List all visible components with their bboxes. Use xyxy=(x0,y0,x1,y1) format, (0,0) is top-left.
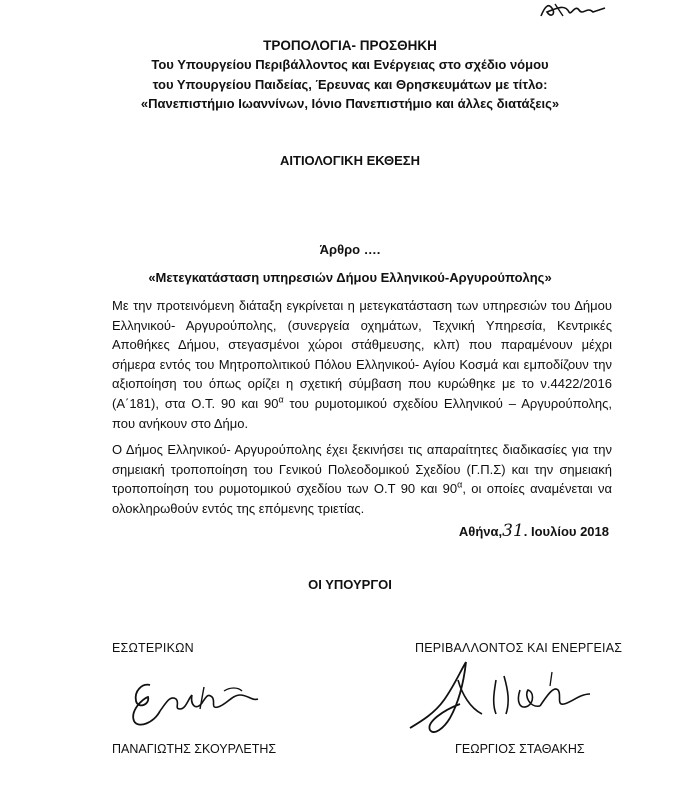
ministers-heading: ΟΙ ΥΠΟΥΡΓΟΙ xyxy=(308,577,392,592)
article-label: Άρθρο …. xyxy=(319,242,381,257)
date-place: Αθήνα, xyxy=(458,524,503,539)
paragraph-2 xyxy=(112,440,612,518)
left-handwritten-signature xyxy=(120,665,265,735)
right-minister-role: ΠΕΡΙΒΑΛΛΟΝΤΟΣ ΚΑΙ ΕΝΕΡΓΕΙΑΣ xyxy=(415,641,623,655)
paragraph-2-superscript: α xyxy=(457,479,463,490)
paragraph-1-tail: του ρυμοτομικού σχεδίου Ελληνικού – Αργυρούπολης, που ανήκουν στο Δήμο. xyxy=(112,395,612,431)
paragraph-1 xyxy=(112,296,612,433)
date-day-handwritten: 31 xyxy=(502,521,524,541)
amendment-title: ΤΡΟΠΟΛΟΓΙΑ- ΠΡΟΣΘΗΚΗ xyxy=(263,38,437,53)
date-month-year: . Ιουλίου 2018 xyxy=(523,524,609,539)
paragraph-1-text: Με την προτεινόμενη διάταξη εγκρίνεται η μετεγκατάσταση των υπηρεσιών του Δήμου Ελληνικού- Αργυρούπολης, (συνεργεία οχημάτων, Τεχνική Υπηρεσία, Κεντρικές Αποθήκες Δήμου, στεγασμένοι χώροι στάθμευσης, κλπ) που παραμένουν μέχρι σήμερα εντός του Μητροπολιτικού Πόλου Ελληνικού- Αγίου Κοσμά και εμποδίζουν την αξιοποίηση του όπως ορίζει η σχετική σύμβαση που κυρώθηκε με το ν.4422/2016 (Α΄181), στα Ο.Τ. 90 και 90 xyxy=(112,298,612,411)
amendment-line-2: του Υπουργείου Παιδείας, Έρευνας και Θρησκευμάτων με τίτλο: xyxy=(152,77,548,92)
paragraph-2-tail: , οι οποίες αναμένεται να ολοκληρωθούν εντός της επόμενης τριετίας. xyxy=(112,481,613,516)
report-title: ΑΙΤΙΟΛΟΓΙΚΗ ΕΚΘΕΣΗ xyxy=(280,153,420,168)
paragraph-1-superscript: α xyxy=(278,394,284,405)
left-minister-role: ΕΣΩΤΕΡΙΚΩΝ xyxy=(112,641,194,655)
article-subject: «Μετεγκατάσταση υπηρεσιών Δήμου Ελληνικού-Αργυρούπολης» xyxy=(148,270,552,285)
date-line xyxy=(0,521,609,541)
paragraph-2-text: Ο Δήμος Ελληνικού- Αργυρούπολης έχει ξεκινήσει τις απαραίτητες διαδικασίες για την σημειακή τροποποίηση του Γενικού Πολεοδομικού Σχεδίου (Γ.Π.Σ) και την σημειακή τροποποίηση του ρυμοτομικού σχεδίου των Ο.Τ 90 και 90 xyxy=(112,442,612,497)
right-minister-name: ΓΕΩΡΓΙΟΣ ΣΤΑΘΑΚΗΣ xyxy=(455,742,585,756)
amendment-line-3: «Πανεπιστήμιο Ιωαννίνων, Ιόνιο Πανεπιστήμιο και άλλες διατάξεις» xyxy=(140,96,560,111)
top-initials-signature xyxy=(535,0,625,20)
left-minister-name: ΠΑΝΑΓΙΩΤΗΣ ΣΚΟΥΡΛΕΤΗΣ xyxy=(112,742,277,756)
right-handwritten-signature xyxy=(400,650,600,750)
amendment-line-1: Του Υπουργείου Περιβάλλοντος και Ενέργειας στο σχέδιο νόμου xyxy=(151,57,549,72)
